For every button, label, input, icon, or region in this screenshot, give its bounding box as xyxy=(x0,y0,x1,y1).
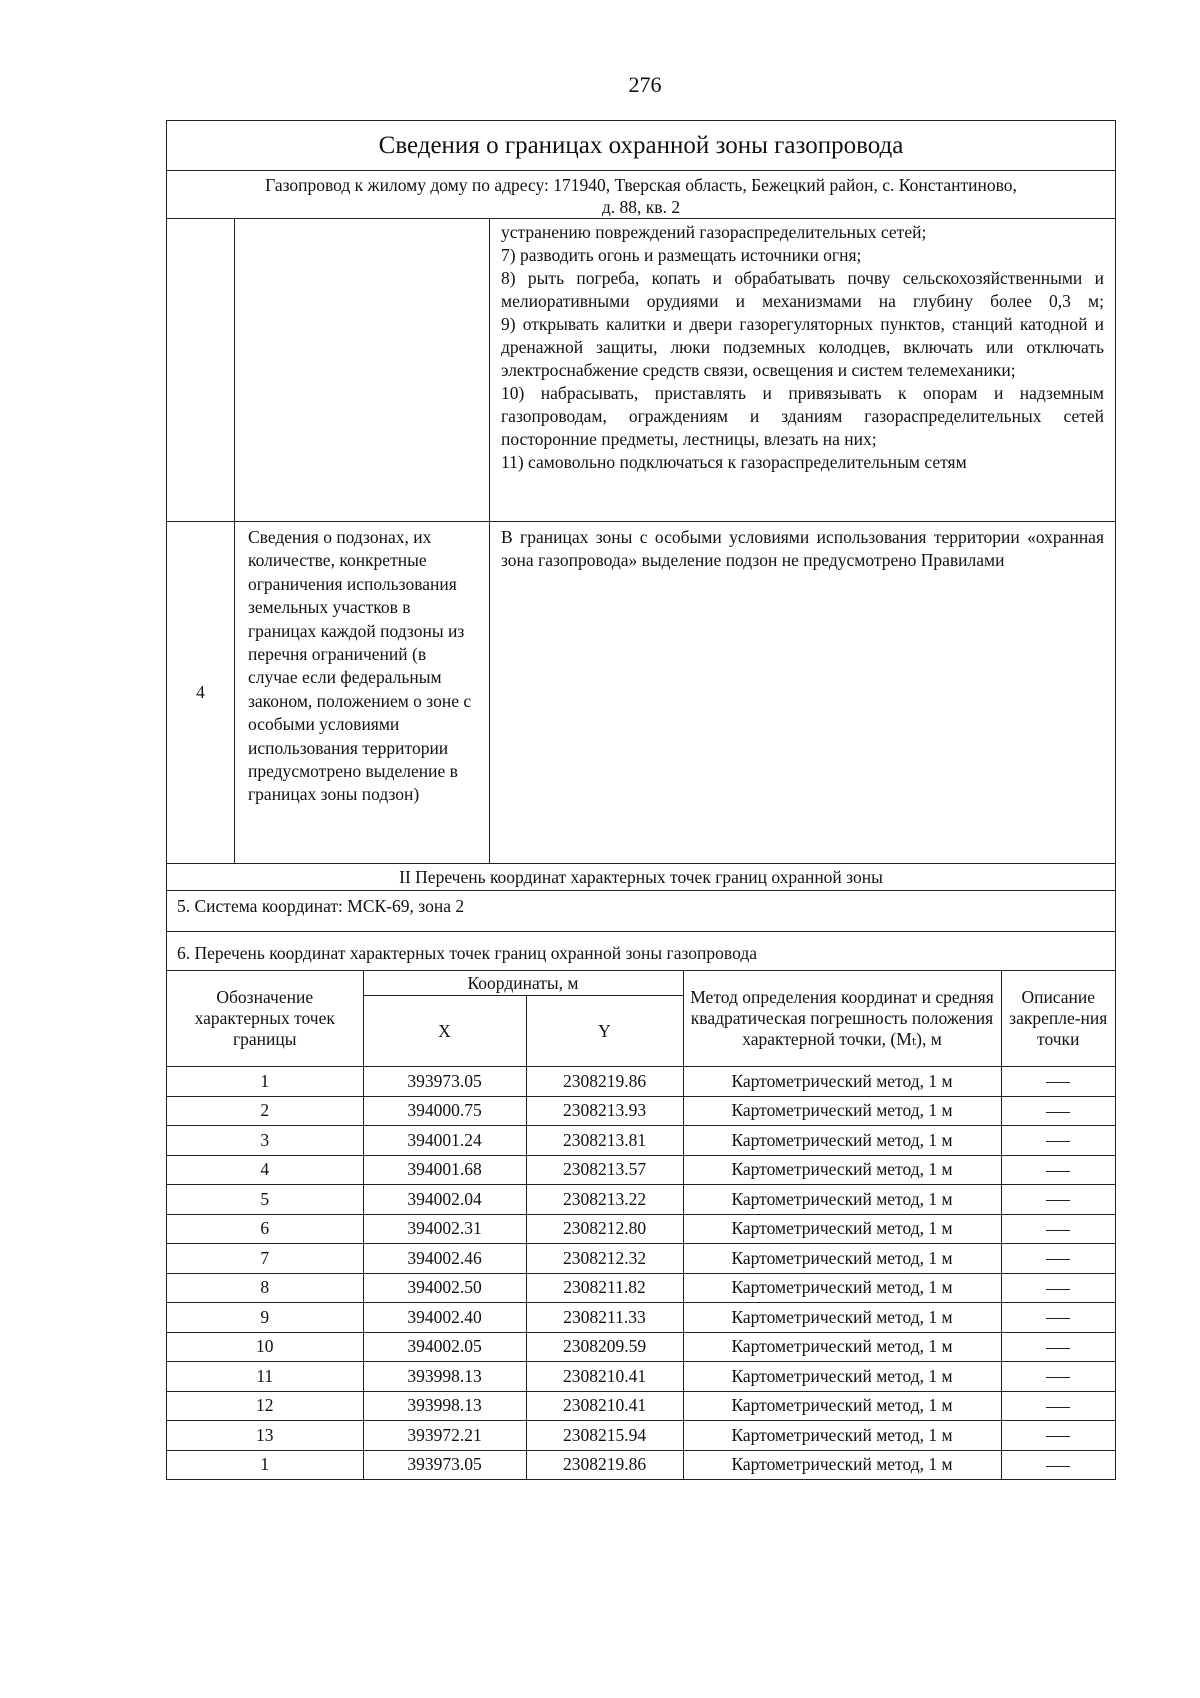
method-cell: Картометрический метод, 1 м xyxy=(683,1244,1001,1274)
description-cell xyxy=(1001,1244,1115,1274)
description-cell xyxy=(1001,1096,1115,1126)
x-cell: 394000.75 xyxy=(363,1096,526,1126)
table-row xyxy=(167,1362,1115,1392)
point-cell: 1 xyxy=(167,1067,363,1097)
table-row xyxy=(167,1273,1115,1303)
x-cell: 394002.40 xyxy=(363,1303,526,1333)
y-cell: 2308210.41 xyxy=(526,1391,683,1421)
x-cell: 393973.05 xyxy=(363,1450,526,1479)
table-row xyxy=(167,1185,1115,1215)
x-cell: 394002.50 xyxy=(363,1273,526,1303)
y-cell: 2308212.80 xyxy=(526,1214,683,1244)
subzone-number: 4 xyxy=(167,522,235,863)
method-cell: Картометрический метод, 1 м xyxy=(683,1185,1001,1215)
subzone-name: Сведения о подзонах, их количестве, конкретные ограничения использования земельных участков в границах каждой подзоны из перечня ограничений (в случае если федеральным законом, положением о зоне с особыми условиями использования территории предусмотрено выделение в границах зоны подзон) xyxy=(235,522,490,863)
dash-mark xyxy=(1046,1112,1070,1113)
description-cell xyxy=(1001,1450,1115,1479)
x-cell: 393998.13 xyxy=(363,1391,526,1421)
table-row xyxy=(167,1421,1115,1451)
pipeline-address-line1: Газопровод к жилому дому по адресу: 171940, Тверская область, Бежецкий район, с. Константиново, xyxy=(265,175,1017,195)
y-cell: 2308211.82 xyxy=(526,1273,683,1303)
point-cell: 3 xyxy=(167,1126,363,1156)
point-cell: 12 xyxy=(167,1391,363,1421)
pipeline-address xyxy=(167,171,1115,219)
description-cell xyxy=(1001,1185,1115,1215)
table-row xyxy=(167,1126,1115,1156)
x-cell: 394001.24 xyxy=(363,1126,526,1156)
table-row xyxy=(167,1332,1115,1362)
method-cell: Картометрический метод, 1 м xyxy=(683,1362,1001,1392)
dash-mark xyxy=(1046,1141,1070,1142)
method-cell: Картометрический метод, 1 м xyxy=(683,1067,1001,1097)
x-cell: 394002.46 xyxy=(363,1244,526,1274)
x-cell: 394001.68 xyxy=(363,1155,526,1185)
col-point-header: Обозначение характерных точек границы xyxy=(167,971,363,1067)
description-cell xyxy=(1001,1362,1115,1392)
x-cell: 393998.13 xyxy=(363,1362,526,1392)
table-row xyxy=(167,1155,1115,1185)
description-cell xyxy=(1001,1332,1115,1362)
table-row xyxy=(167,1067,1115,1097)
number-cell xyxy=(167,219,235,521)
method-cell: Картометрический метод, 1 м xyxy=(683,1332,1001,1362)
y-cell: 2308213.22 xyxy=(526,1185,683,1215)
description-cell xyxy=(1001,1155,1115,1185)
y-cell: 2308211.33 xyxy=(526,1303,683,1333)
method-cell: Картометрический метод, 1 м xyxy=(683,1273,1001,1303)
coordinates-list-title: 6. Перечень координат характерных точек границ охранной зоны газопровода xyxy=(167,932,1115,971)
coordinates-table xyxy=(167,971,1115,1479)
point-cell: 8 xyxy=(167,1273,363,1303)
description-cell xyxy=(1001,1214,1115,1244)
restriction-line: 11) самовольно подключаться к газораспределительным сетям xyxy=(501,452,967,472)
dash-mark xyxy=(1046,1466,1070,1467)
col-y-header: Y xyxy=(526,996,683,1067)
point-cell: 6 xyxy=(167,1214,363,1244)
restriction-line: 8) рыть погреба, копать и обрабатывать почву сельскохозяйственными и мелиоративными орудиями и механизмами на глубину более 0,3 м; xyxy=(501,268,1104,311)
y-cell: 2308219.86 xyxy=(526,1067,683,1097)
point-cell: 5 xyxy=(167,1185,363,1215)
pipeline-address-line2: д. 88, кв. 2 xyxy=(601,197,681,217)
col-desc-header: Описание закрепле-ния точки xyxy=(1001,971,1115,1067)
restriction-line: 10) набрасывать, приставлять и привязывать к опорам и надземным газопроводам, ограждениям и зданиям газораспределительных сетей посторонние предметы, лестницы, влезать на них; xyxy=(501,383,1104,449)
col-method-header: Метод определения координат и средняя квадратическая погрешность положения характерной точки, (Mₜ), м xyxy=(683,971,1001,1067)
dash-mark xyxy=(1046,1289,1070,1290)
method-cell: Картометрический метод, 1 м xyxy=(683,1126,1001,1156)
dash-mark xyxy=(1046,1318,1070,1319)
x-cell: 394002.05 xyxy=(363,1332,526,1362)
x-cell: 394002.04 xyxy=(363,1185,526,1215)
dash-mark xyxy=(1046,1348,1070,1349)
page-number: 276 xyxy=(628,72,662,97)
table-row xyxy=(167,1450,1115,1479)
description-cell xyxy=(1001,1391,1115,1421)
restriction-line: устранению повреждений газораспределительных сетей; xyxy=(501,222,927,242)
method-cell: Картометрический метод, 1 м xyxy=(683,1214,1001,1244)
section-2-title: II Перечень координат характерных точек границ охранной зоны xyxy=(167,864,1115,891)
y-cell: 2308213.81 xyxy=(526,1126,683,1156)
subzone-content: В границах зоны с особыми условиями использования территории «охранная зона газопровода» выделение подзон не предусмотрено Правилами xyxy=(501,527,1104,571)
table-row xyxy=(167,1214,1115,1244)
method-cell: Картометрический метод, 1 м xyxy=(683,1303,1001,1333)
dash-mark xyxy=(1046,1259,1070,1260)
table-row xyxy=(167,1096,1115,1126)
y-cell: 2308210.41 xyxy=(526,1362,683,1392)
method-cell: Картометрический метод, 1 м xyxy=(683,1391,1001,1421)
table-row xyxy=(167,1391,1115,1421)
description-cell xyxy=(1001,1303,1115,1333)
method-cell: Картометрический метод, 1 м xyxy=(683,1421,1001,1451)
x-cell: 394002.31 xyxy=(363,1214,526,1244)
restriction-line: 7) разводить огонь и размещать источники огня; xyxy=(501,245,862,265)
point-cell: 7 xyxy=(167,1244,363,1274)
dash-mark xyxy=(1046,1436,1070,1437)
table-row xyxy=(167,1244,1115,1274)
point-cell: 11 xyxy=(167,1362,363,1392)
description-cell xyxy=(1001,1126,1115,1156)
zone-info-frame xyxy=(166,120,1116,1480)
col-coords-header: Координаты, м xyxy=(363,971,683,996)
y-cell: 2308213.93 xyxy=(526,1096,683,1126)
table-row xyxy=(167,1303,1115,1333)
restrictions-text xyxy=(490,219,1115,521)
description-cell xyxy=(1001,1421,1115,1451)
point-cell: 4 xyxy=(167,1155,363,1185)
method-cell: Картометрический метод, 1 м xyxy=(683,1155,1001,1185)
y-cell: 2308215.94 xyxy=(526,1421,683,1451)
y-cell: 2308212.32 xyxy=(526,1244,683,1274)
point-cell: 10 xyxy=(167,1332,363,1362)
restriction-line: 9) открывать калитки и двери газорегуляторных пунктов, станций катодной и дренажной защиты, люки подземных колодцев, включать или отключать электроснабжение средств связи, освещения и систем телемеханики; xyxy=(501,314,1104,380)
method-cell: Картометрический метод, 1 м xyxy=(683,1450,1001,1479)
description-cell xyxy=(1001,1067,1115,1097)
y-cell: 2308209.59 xyxy=(526,1332,683,1362)
col-x-header: X xyxy=(363,996,526,1067)
dash-mark xyxy=(1046,1200,1070,1201)
coordinates-table-body xyxy=(167,1067,1115,1480)
dash-mark xyxy=(1046,1407,1070,1408)
coordinates-table-wrap xyxy=(167,971,1115,1479)
method-cell: Картометрический метод, 1 м xyxy=(683,1096,1001,1126)
y-cell: 2308219.86 xyxy=(526,1450,683,1479)
dash-mark xyxy=(1046,1377,1070,1378)
x-cell: 393972.21 xyxy=(363,1421,526,1451)
y-cell: 2308213.57 xyxy=(526,1155,683,1185)
subzone-row xyxy=(167,522,1115,864)
point-cell: 13 xyxy=(167,1421,363,1451)
description-cell xyxy=(1001,1273,1115,1303)
name-cell xyxy=(235,219,490,521)
point-cell: 2 xyxy=(167,1096,363,1126)
point-cell: 1 xyxy=(167,1450,363,1479)
dash-mark xyxy=(1046,1082,1070,1083)
point-cell: 9 xyxy=(167,1303,363,1333)
document-title: Сведения о границах охранной зоны газопровода xyxy=(167,121,1115,171)
coordinate-system: 5. Система координат: МСК-69, зона 2 xyxy=(167,891,1115,932)
dash-mark xyxy=(1046,1230,1070,1231)
dash-mark xyxy=(1046,1171,1070,1172)
x-cell: 393973.05 xyxy=(363,1067,526,1097)
restrictions-continuation-row xyxy=(167,219,1115,522)
